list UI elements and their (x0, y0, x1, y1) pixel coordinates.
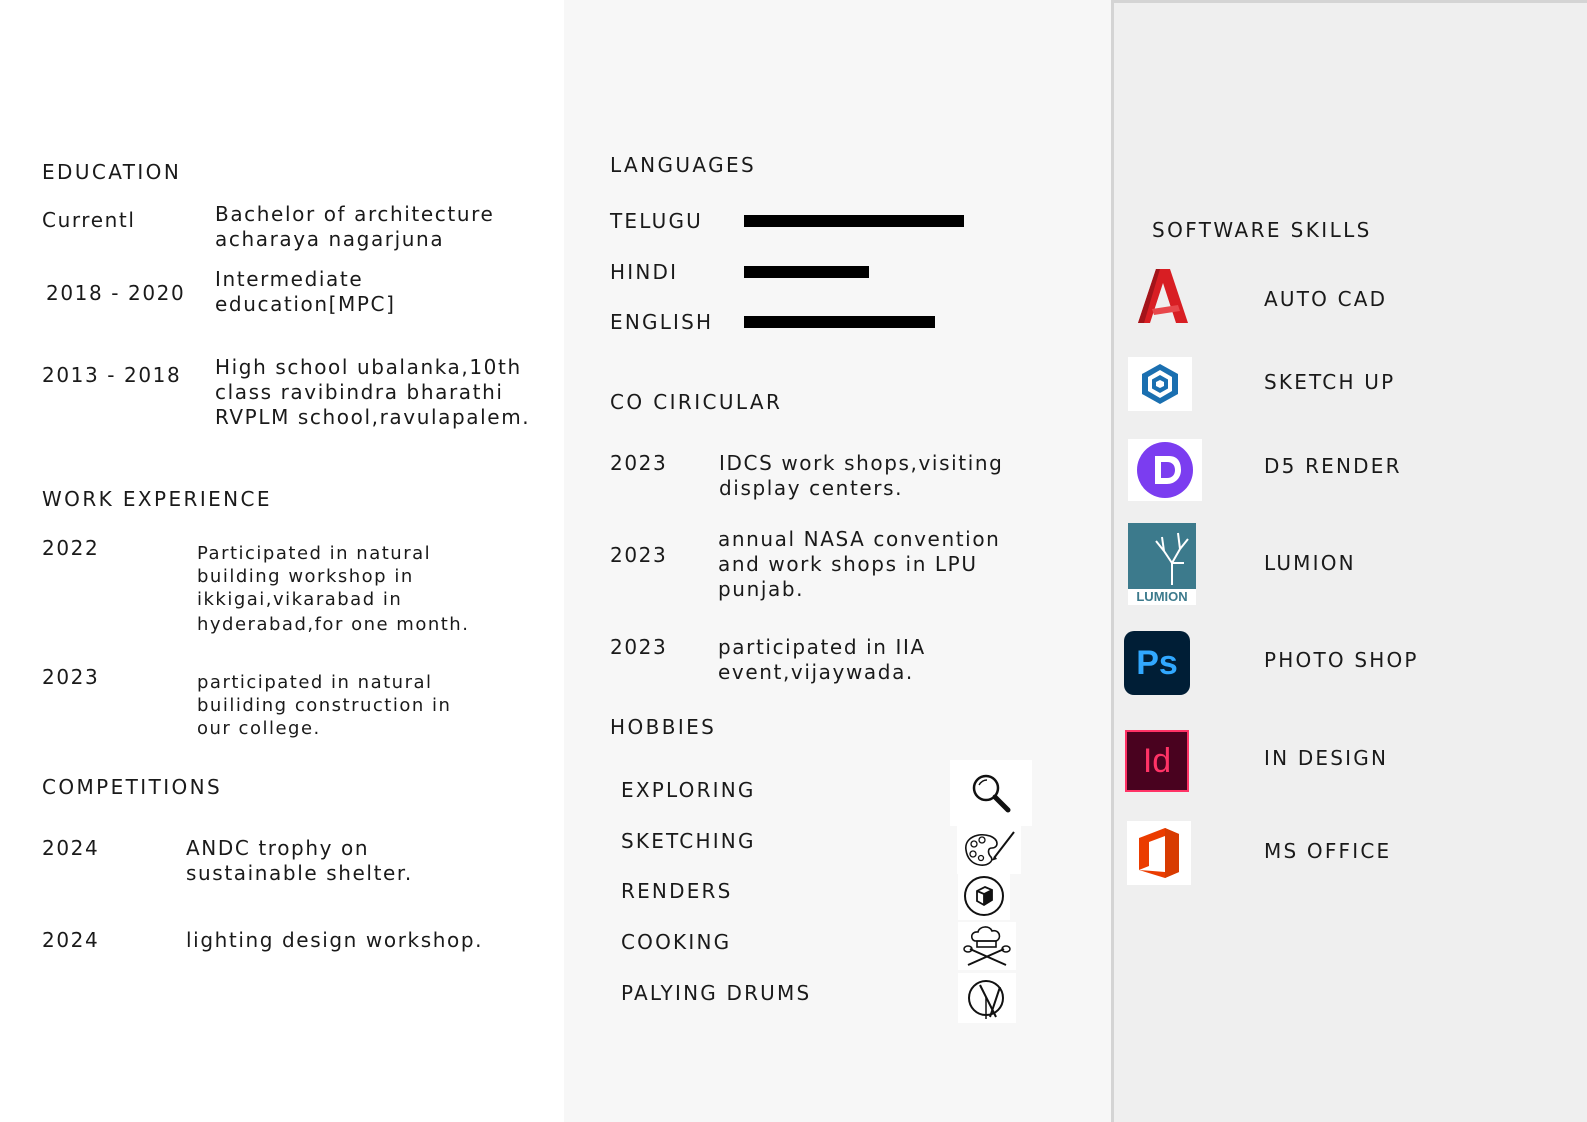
autocad-icon (1134, 265, 1192, 327)
education-year: 2018 - 2020 (46, 281, 186, 305)
work-experience-heading: WORK EXPERIENCE (42, 487, 272, 511)
competitions-heading: COMPETITIONS (42, 775, 223, 799)
competition-year: 2024 (42, 928, 100, 952)
middle-column (564, 0, 1111, 1122)
work-detail: Participated in natural building workshop in ikkigai,vikarabad in hyderabad,for one month. (197, 543, 470, 635)
lumion-icon (1128, 523, 1196, 605)
software-skills-heading: SOFTWARE SKILLS (1152, 218, 1372, 242)
education-heading: EDUCATION (42, 160, 182, 184)
work-year: 2023 (42, 665, 100, 689)
cube-icon (958, 872, 1010, 920)
software-name: LUMION (1264, 551, 1356, 575)
competition-detail: ANDC trophy on sustainable shelter. (186, 836, 413, 885)
indesign-icon (1125, 730, 1189, 792)
education-detail: Intermediate education[MPC] (215, 267, 396, 316)
competition-year: 2024 (42, 836, 100, 860)
software-name: IN DESIGN (1264, 746, 1389, 770)
software-name: PHOTO SHOP (1264, 648, 1419, 672)
software-name: D5 RENDER (1264, 454, 1402, 478)
co-curricular-year: 2023 (610, 543, 668, 567)
competition-detail: lighting design workshop. (186, 928, 484, 952)
work-year: 2022 (42, 536, 100, 560)
language-level-bar (744, 215, 964, 227)
education-year: 2013 - 2018 (42, 363, 182, 387)
hobby-name: SKETCHING (621, 829, 756, 853)
hobby-name: COOKING (621, 930, 732, 954)
d5-render-icon (1128, 439, 1202, 501)
palette-brush-icon (957, 824, 1021, 874)
work-detail: participated in natural builiding construction in our college. (197, 672, 452, 739)
software-name: SKETCH UP (1264, 370, 1396, 394)
ms-office-icon (1127, 821, 1191, 885)
language-name: TELUGU (610, 209, 703, 233)
co-curricular-detail: annual NASA convention and work shops in LPU punjab. (718, 527, 1001, 601)
co-curricular-detail: participated in IIA event,vijaywada. (718, 635, 926, 684)
hobby-name: PALYING DRUMS (621, 981, 812, 1005)
sketchup-icon (1128, 357, 1192, 411)
language-level-bar (744, 266, 869, 278)
magnifier-icon (950, 760, 1032, 826)
language-name: ENGLISH (610, 310, 714, 334)
education-detail: Bachelor of architecture acharaya nagarjuna (215, 202, 495, 251)
co-curricular-detail: IDCS work shops,visiting display centers. (719, 451, 1004, 500)
photoshop-icon (1124, 631, 1190, 695)
languages-heading: LANGUAGES (610, 153, 757, 177)
hobbies-heading: HOBBIES (610, 715, 717, 739)
left-column (0, 0, 564, 1122)
hobby-name: RENDERS (621, 879, 733, 903)
software-name: MS OFFICE (1264, 839, 1392, 863)
indesign-badge: Id (1142, 741, 1172, 780)
photoshop-badge: Ps (1136, 643, 1178, 682)
drum-icon (958, 973, 1016, 1023)
language-level-bar (744, 316, 935, 328)
right-column (1111, 0, 1587, 1122)
language-name: HINDI (610, 260, 679, 284)
co-curricular-year: 2023 (610, 451, 668, 475)
co-curricular-heading: CO CIRICULAR (610, 390, 783, 414)
chef-hat-icon (958, 922, 1016, 970)
co-curricular-year: 2023 (610, 635, 668, 659)
education-detail: High school ubalanka,10th class ravibindra bharathi RVPLM school,ravulapalem. (215, 355, 531, 429)
software-name: AUTO CAD (1264, 287, 1388, 311)
lumion-badge: LUMION (1128, 589, 1196, 605)
education-year: Currentl (42, 208, 136, 232)
hobby-name: EXPLORING (621, 778, 756, 802)
